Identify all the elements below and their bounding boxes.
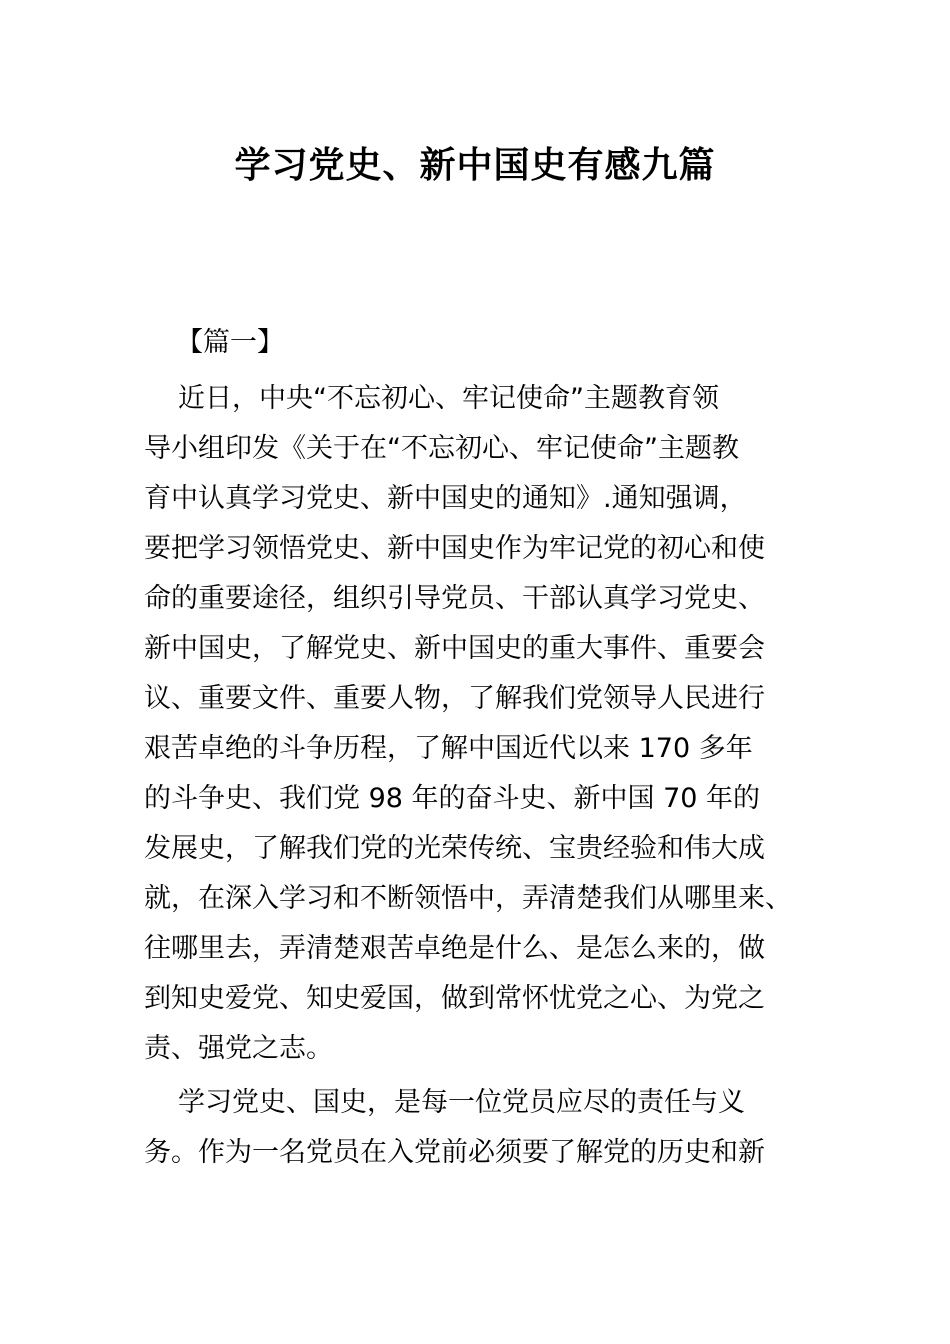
paragraph-line: 新中国史，了解党史、新中国史的重大事件、重要会: [144, 633, 765, 664]
paragraph-line: 往哪里去，弄清楚艰苦卓绝是什么、是怎么来的，做: [144, 933, 765, 964]
paragraph-line: 就，在深入学习和不断领悟中，弄清楚我们从哪里来、: [144, 883, 792, 914]
paragraph-line: 务。作为一名党员在入党前必须要了解党的历史和新: [144, 1137, 765, 1168]
paragraph-line: 导小组印发《关于在“不忘初心、牢记使命”主题教: [144, 433, 739, 464]
paragraph-line: 到知史爱党、知史爱国，做到常怀忧党之心、为党之: [144, 983, 765, 1014]
paragraph-line: 艰苦卓绝的斗争历程，了解中国近代以来 170 多年: [144, 733, 753, 764]
document-title: 学习党史、新中国史有感九篇: [234, 145, 716, 186]
paragraph-line: 育中认真学习党史、新中国史的通知》.通知强调，: [144, 483, 747, 514]
paragraph-line: 命的重要途径，组织引导党员、干部认真学习党史、: [144, 583, 765, 614]
paragraph-line: 学习党史、国史，是每一位党员应尽的责任与义: [178, 1087, 745, 1118]
paragraph-line: 发展史，了解我们党的光荣传统、宝贵经验和伟大成: [144, 833, 765, 864]
paragraph-line: 的斗争史、我们党 98 年的奋斗史、新中国 70 年的: [144, 783, 761, 814]
paragraph-line: 议、重要文件、重要人物，了解我们党领导人民进行: [144, 683, 765, 714]
paragraph-line: 责、强党之志。: [144, 1033, 333, 1064]
paragraph-line: 近日，中央“不忘初心、牢记使命”主题教育领: [178, 383, 719, 414]
paragraph-line: 要把学习领悟党史、新中国史作为牢记党的初心和使: [144, 533, 765, 564]
section-heading: 【篇一】: [176, 327, 284, 358]
